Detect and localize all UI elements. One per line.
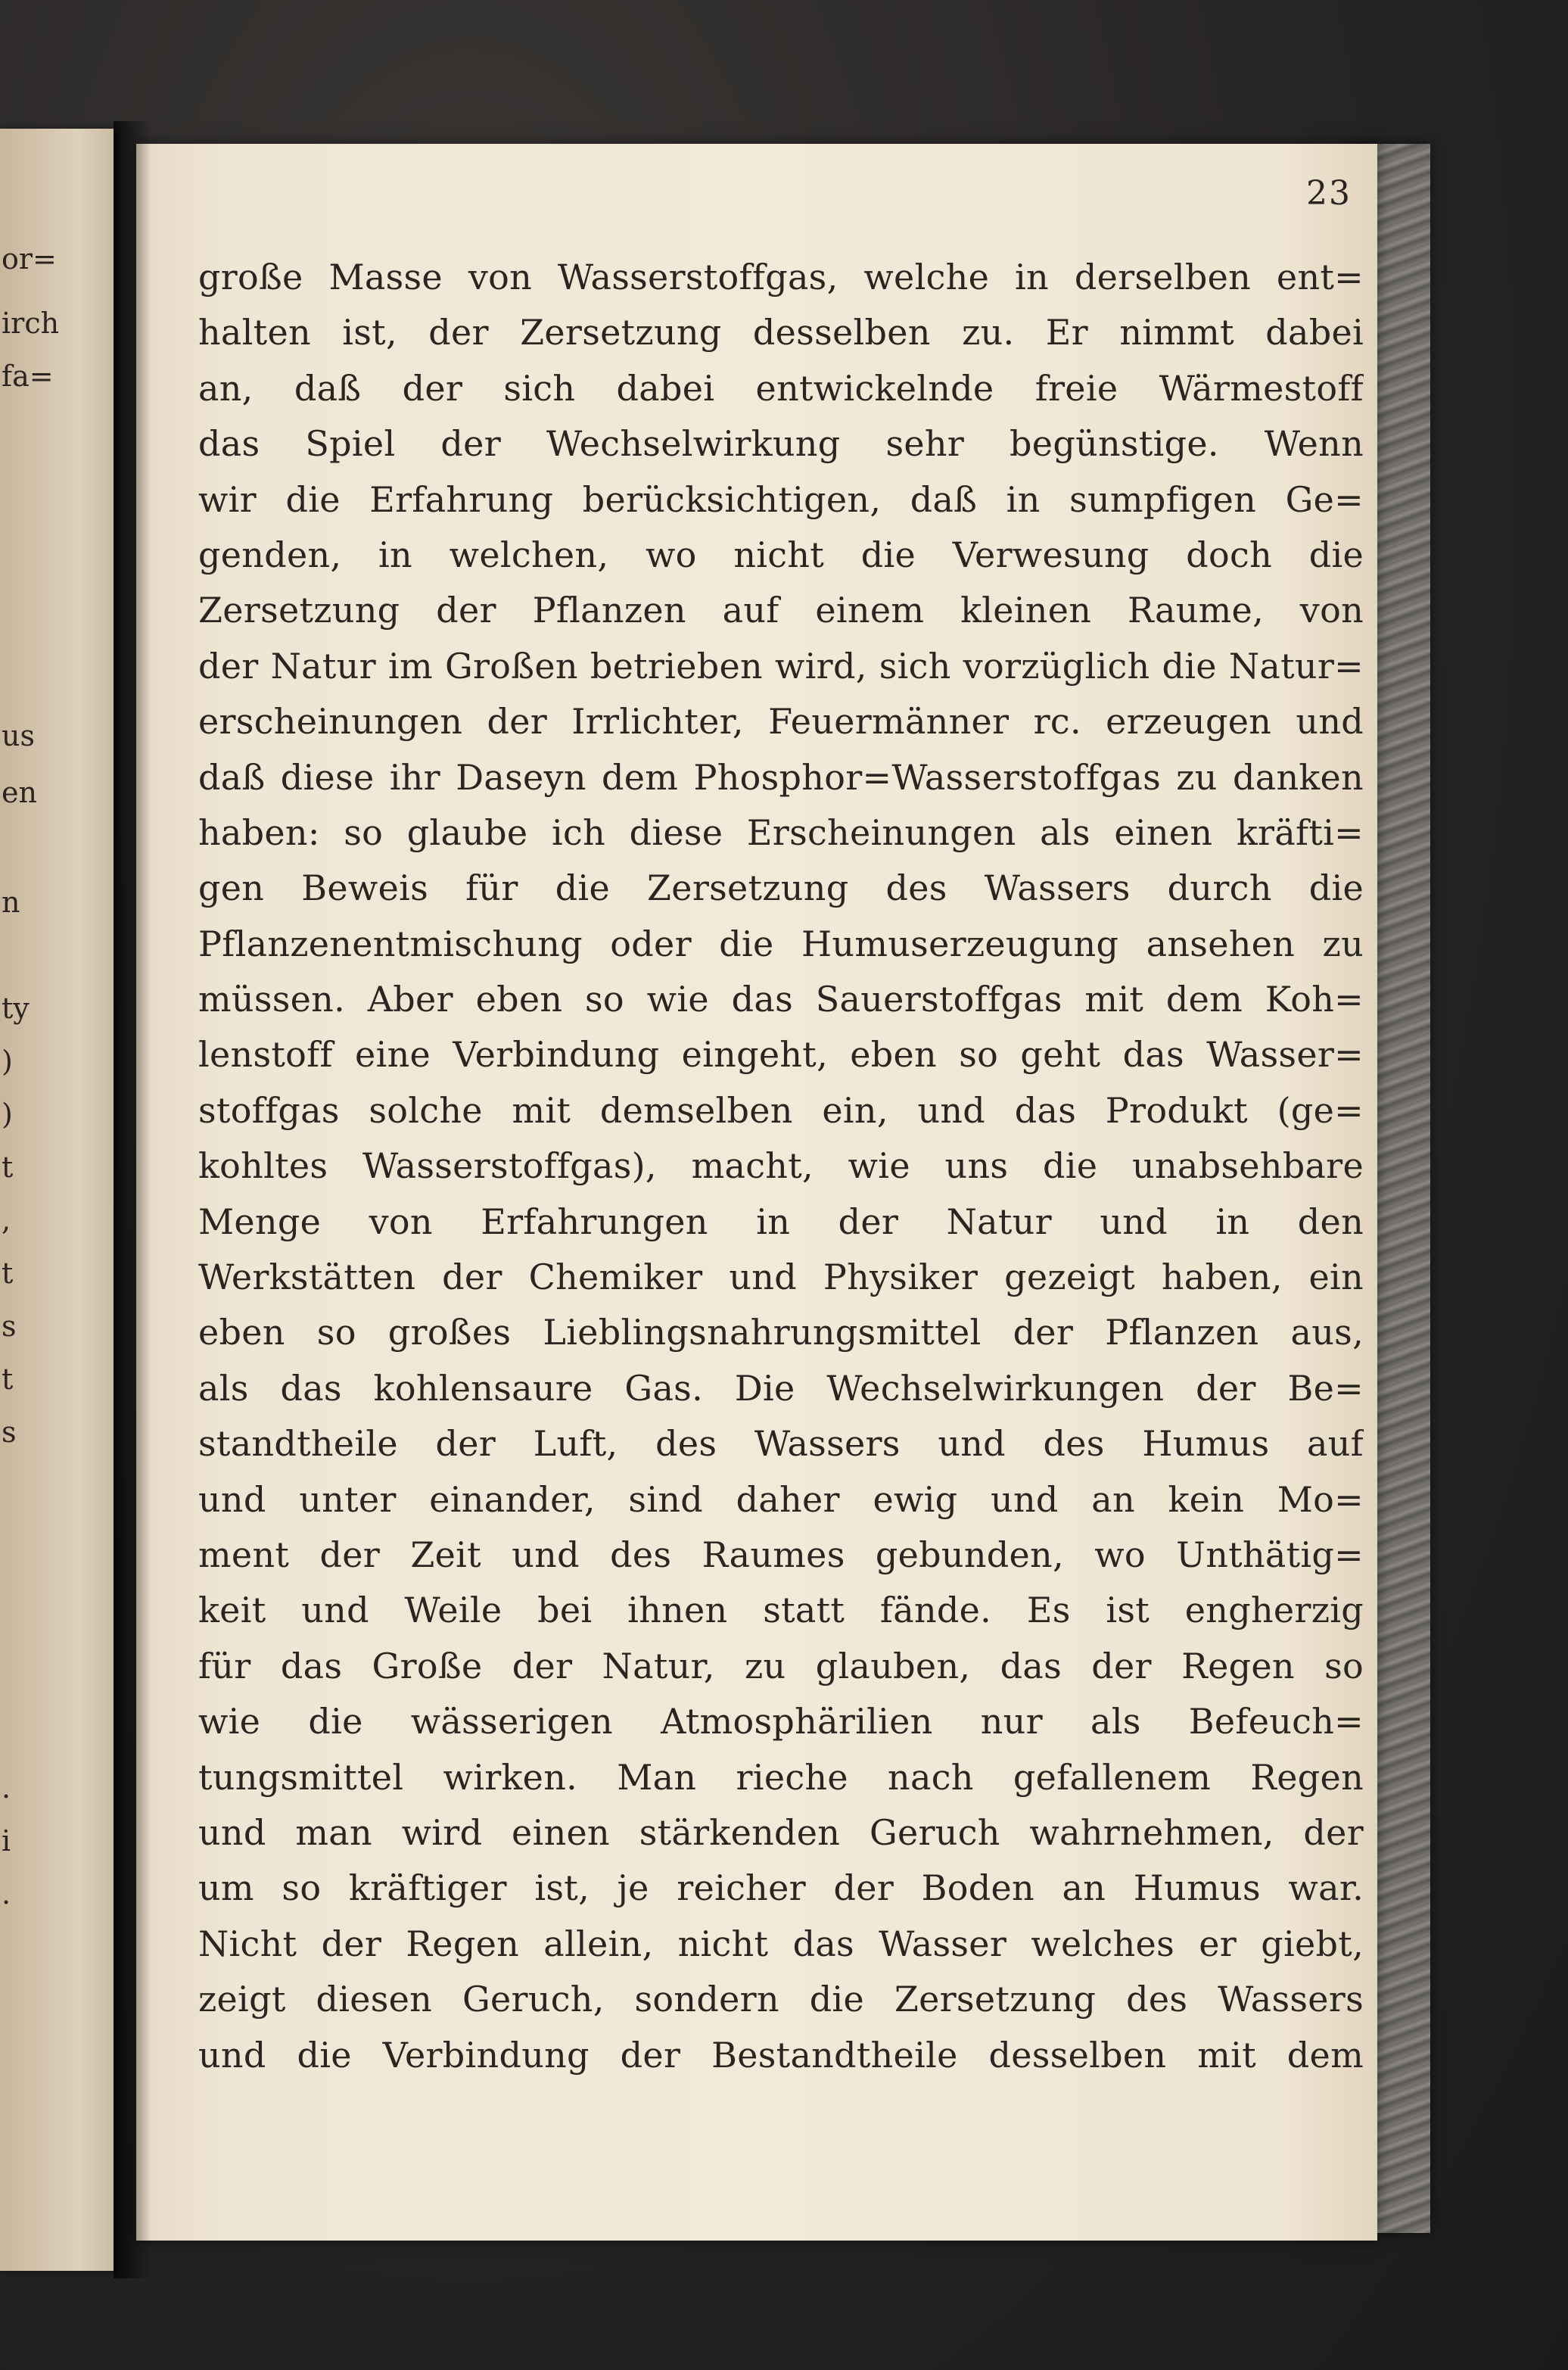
text-line: Zersetzung der Pflanzen auf einem kleinen Raume, von — [198, 590, 1364, 631]
left-page-fragment: irch — [2, 307, 60, 340]
left-page-fragment: t — [2, 1257, 14, 1290]
page-number: 23 — [1306, 174, 1352, 213]
text-line: das Spiel der Wechselwirkung sehr begünstige. Wenn — [198, 423, 1364, 465]
text-line: zeigt diesen Geruch, sondern die Zersetzung des Wassers — [198, 1979, 1364, 2020]
left-page-fragment: i — [2, 1824, 11, 1858]
text-line: Werkstätten der Chemiker und Physiker gezeigt haben, ein — [198, 1257, 1364, 1298]
text-line: um so kräftiger ist, je reicher der Boden an Humus war. — [198, 1867, 1364, 1909]
page-text — [198, 250, 1364, 2083]
text-line: der Natur im Großen betrieben wird, sich vorzüglich die Natur= — [198, 645, 1364, 687]
text-line: für das Große der Natur, zu glauben, das der Regen so — [198, 1645, 1364, 1686]
spine-shadow — [114, 121, 151, 2278]
text-line: daß diese ihr Daseyn dem Phosphor=Wasserstoffgas zu danken — [198, 756, 1364, 798]
left-page-fragment: fa= — [2, 360, 54, 393]
text-line: eben so großes Lieblingsnahrungsmittel der Pflanzen aus, — [198, 1312, 1364, 1353]
text-line: halten ist, der Zersetzung desselben zu. Er nimmt dabei — [198, 312, 1364, 353]
text-line: große Masse von Wasserstoffgas, welche in derselben ent= — [198, 257, 1364, 297]
text-line: und die Verbindung der Bestandtheile desselben mit dem — [198, 2034, 1364, 2076]
left-page-fragment: ) — [2, 1098, 13, 1131]
text-line: genden, in welchen, wo nicht die Verwesung doch die — [198, 534, 1364, 575]
text-line: als das kohlensaure Gas. Die Wechselwirkungen der Be= — [198, 1367, 1364, 1409]
left-page-fragment: , — [2, 1204, 11, 1237]
left-page-edge — [0, 129, 114, 2271]
text-line: Menge von Erfahrungen in der Natur und in den — [198, 1201, 1364, 1242]
text-line: ment der Zeit und des Raumes gebunden, wo Unthätig= — [198, 1534, 1364, 1575]
left-page-fragment: ty — [2, 992, 30, 1025]
text-line: und man wird einen stärkenden Geruch wahrnehmen, der — [198, 1811, 1364, 1853]
text-line: tungsmittel wirken. Man rieche nach gefallenem Regen — [198, 1756, 1364, 1798]
left-page-fragment: . — [2, 1771, 11, 1805]
text-line: haben: so glaube ich diese Erscheinungen als einen kräfti= — [198, 811, 1364, 853]
left-page-fragment: t — [2, 1363, 14, 1396]
left-page-fragment: ) — [2, 1045, 13, 1078]
left-page-fragment: t — [2, 1151, 14, 1184]
left-page-fragment: s — [2, 1310, 17, 1343]
text-line: an, daß der sich dabei entwickelnde freie Wärmestoff — [198, 367, 1364, 409]
left-page-fragment: . — [2, 1877, 11, 1911]
text-line: wir die Erfahrung berücksichtigen, daß in sumpfigen Ge= — [198, 478, 1364, 520]
text-line: und unter einander, sind daher ewig und an kein Mo= — [198, 1478, 1364, 1520]
text-line: müssen. Aber eben so wie das Sauerstoffgas mit dem Koh= — [198, 979, 1364, 1020]
left-page-fragment: us — [2, 719, 35, 752]
left-page-fragment: or= — [2, 242, 57, 276]
left-page-fragment: s — [2, 1415, 17, 1449]
text-line: stoffgas solche mit demselben ein, und das Produkt (ge= — [198, 1089, 1364, 1131]
text-line: wie die wässerigen Atmosphärilien nur als Befeuch= — [198, 1701, 1364, 1742]
text-line: Nicht der Regen allein, nicht das Wasser welches er giebt, — [198, 1923, 1364, 1964]
text-line: lenstoff eine Verbindung eingeht, eben so geht das Wasser= — [198, 1034, 1364, 1076]
text-line: erscheinungen der Irrlichter, Feuermänner rc. erzeugen und — [198, 701, 1364, 743]
left-page-fragment: n — [2, 886, 20, 919]
text-line: gen Beweis für die Zersetzung des Wassers durch die — [198, 867, 1364, 909]
text-line: keit und Weile bei ihnen statt fände. Es ist engherzig — [198, 1590, 1364, 1631]
left-page-fragment: en — [2, 776, 37, 809]
text-line: standtheile der Luft, des Wassers und des Humus auf — [198, 1423, 1364, 1465]
text-line: Pflanzenentmischung oder die Humuserzeugung ansehen zu — [198, 923, 1364, 964]
text-line: kohltes Wasserstoffgas), macht, wie uns die unabsehbare — [198, 1145, 1364, 1187]
